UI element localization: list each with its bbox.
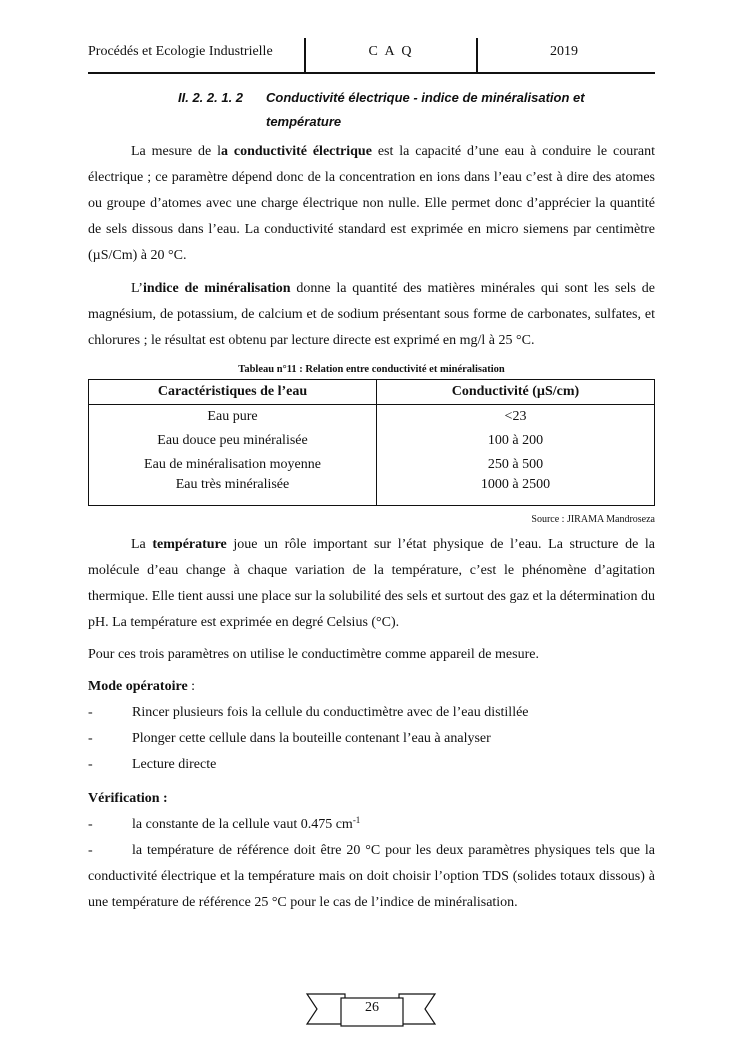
table-row <box>89 405 655 430</box>
para3-pre: La <box>131 537 153 552</box>
table-cell: <23 <box>377 405 655 430</box>
para1-bold: a conductivité électrique <box>220 144 372 159</box>
header-rule <box>88 72 655 74</box>
table-row <box>89 477 655 506</box>
table-source: Source : JIRAMA Mandroseza <box>531 514 655 525</box>
list-item <box>88 700 655 726</box>
paragraph-conductivity <box>88 139 655 269</box>
verification-item1: la constante de la cellule vaut 0.475 cm <box>132 817 353 832</box>
paragraph-temperature <box>88 532 655 636</box>
verification-heading: Vérification : <box>88 791 168 806</box>
list-dash: - <box>88 817 93 832</box>
list-item <box>88 726 655 752</box>
section-heading <box>178 86 655 134</box>
header-right: 2019 <box>550 44 578 59</box>
mode-heading <box>88 674 655 700</box>
mode-suffix: : <box>187 679 196 694</box>
list-dash: - <box>88 731 93 746</box>
list-dash: - <box>88 705 93 720</box>
section-number: II. 2. 2. 1. 2 <box>178 90 244 105</box>
table-cell: 100 à 200 <box>377 429 655 453</box>
conductivity-table <box>88 379 655 506</box>
table-header-cell: Caractéristiques de l’eau <box>89 380 377 405</box>
header-left: Procédés et Ecologie Industrielle <box>88 44 273 59</box>
para1-post: est la capacité d’une eau à conduire le courant électrique ; ce paramètre dépend donc de la concentration en ions dans l’eau c’est à dire des atomes ou groupe d’atomes avec une charge électrique non nulle. Elle permet donc d’apprécier la quantité de sels dissous dans l’eau. La conductivité standard est exprimée en micro siemens par centimètre (µS/Cm) à 20 °C. <box>88 144 656 263</box>
mode-title: Mode opératoire <box>88 679 188 694</box>
para1-pre: La mesure de l <box>131 144 221 159</box>
list-item-text: Plonger cette cellule dans la bouteille contenant l’eau à analyser <box>132 731 491 746</box>
verification-item-text <box>132 812 360 838</box>
table-row <box>89 453 655 477</box>
page-content <box>88 86 655 916</box>
list-item-text: Rincer plusieurs fois la cellule du conductimètre avec de l’eau distillée <box>132 705 529 720</box>
list-item-text: Lecture directe <box>132 757 217 772</box>
table-caption: Tableau n°11 : Relation entre conductivité et minéralisation <box>238 364 505 375</box>
table-cell: 1000 à 2500 <box>377 477 655 506</box>
verification-item1-sup: -1 <box>352 815 361 825</box>
list-dash: - <box>88 843 93 858</box>
verification-item2: la température de référence doit être 20 °C pour les deux paramètres physiques tels que la conductivité électrique et la température mais on doit choisir l’option TDS (solides totaux dissous) à une température de référence 25 °C pour le cas de l’indice de minéralisation. <box>88 843 655 910</box>
paragraph-instrument: Pour ces trois paramètres on utilise le conductimètre comme appareil de mesure. <box>88 647 539 662</box>
para3-bold: température <box>152 537 227 552</box>
table-cell: Eau très minéralisée <box>89 477 377 506</box>
para2-pre: L’ <box>131 281 143 296</box>
table-cell: Eau douce peu minéralisée <box>89 429 377 453</box>
table-header-cell: Conductivité (µS/cm) <box>377 380 655 405</box>
verification-item <box>88 838 655 916</box>
page-footer <box>305 990 437 1030</box>
para3-post: joue un rôle important sur l’état physique de l’eau. La structure de la molécule d’eau change à chaque variation de la température, c’est le phénomène d’agitation thermique. Elle tient aussi une place sur la solubilité des sels et surtout des gaz et la détermination du pH. La température est exprimée en degré Celsius (°C). <box>88 537 656 630</box>
verification-item <box>88 812 655 838</box>
paragraph-mineralisation <box>88 276 655 354</box>
list-item <box>88 752 655 778</box>
page-header <box>88 38 655 74</box>
table-row <box>89 429 655 453</box>
para2-bold: indice de minéralisation <box>142 281 291 296</box>
table-cell: Eau de minéralisation moyenne <box>89 453 377 477</box>
para2-post: donne la quantité des matières minérales qui sont les sels de magnésium, de potassium, de calcium et de sodium présentant sous forme de carbonates, sulfates, et chlorures ; le résultat est obtenu par lecture directe est exprimé en mg/l à 25 °C. <box>88 281 655 348</box>
section-title: Conductivité électrique - indice de minéralisation et température <box>266 90 585 129</box>
table-header-row <box>89 380 655 405</box>
list-dash: - <box>88 757 93 772</box>
header-middle: C A Q <box>368 44 414 59</box>
table-cell: 250 à 500 <box>377 453 655 477</box>
header-separator-2 <box>476 38 478 73</box>
page-number: 26 <box>365 1000 379 1015</box>
table-cell: Eau pure <box>89 405 377 430</box>
